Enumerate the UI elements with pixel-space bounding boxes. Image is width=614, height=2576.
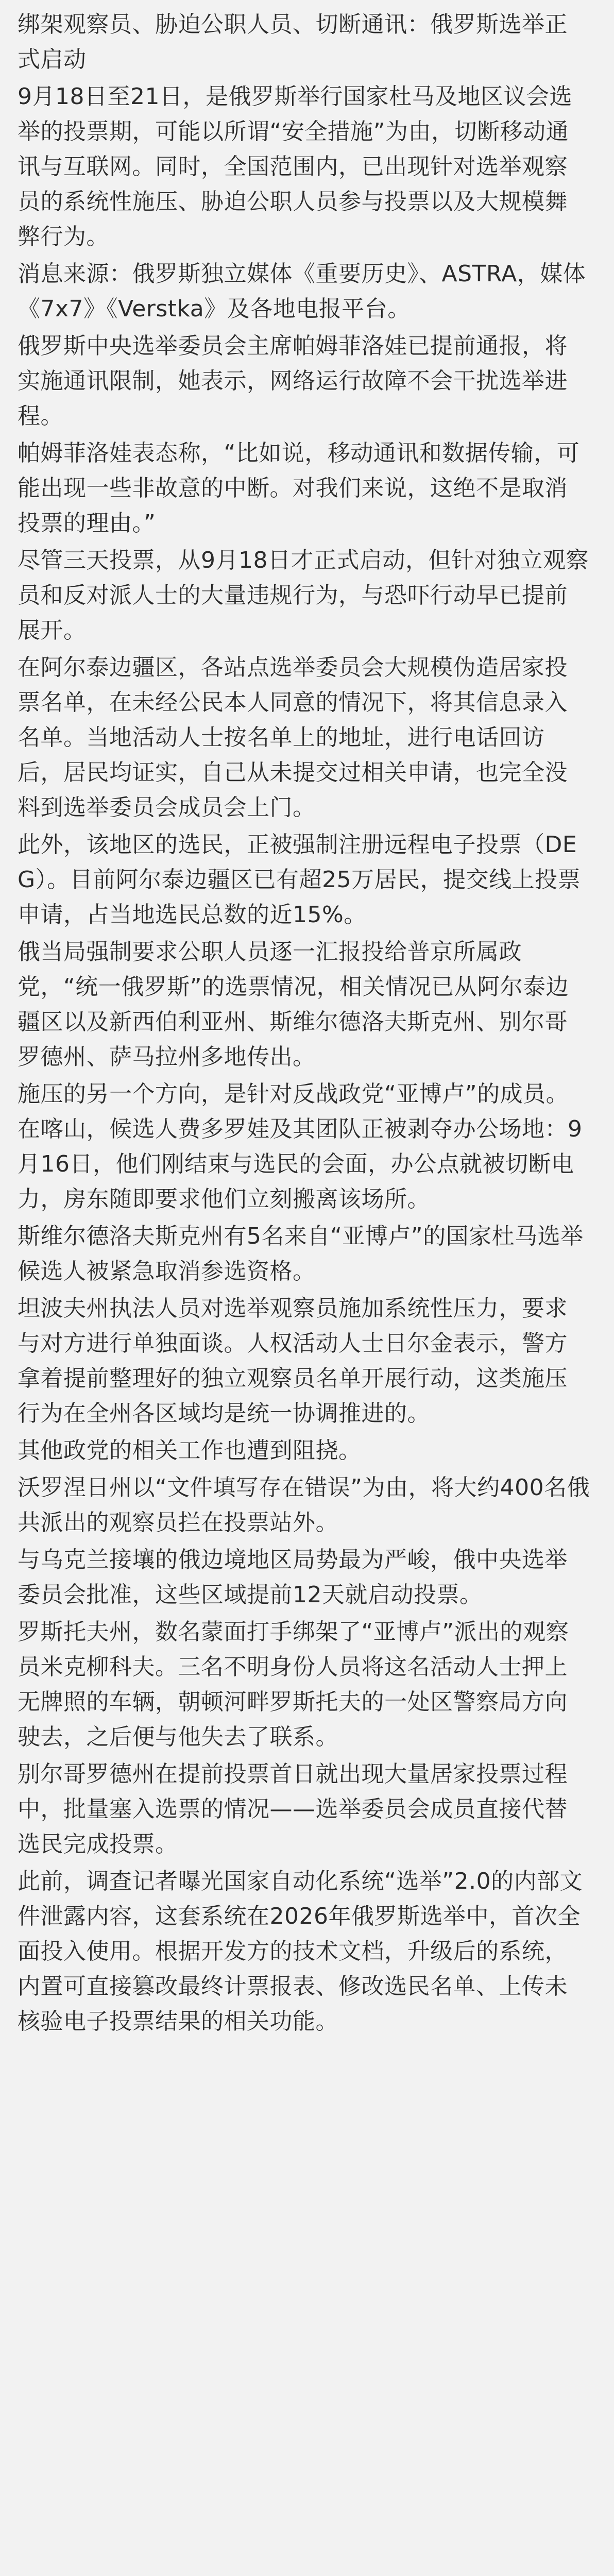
paragraph: 消息来源：俄罗斯独立媒体《重要历史》、ASTRA，媒体《7x7》《Verstka》及各地电报平台。 bbox=[18, 261, 586, 322]
article-title: 绑架观察员、胁迫公职人员、切断通讯：俄罗斯选举正式启动 bbox=[18, 11, 568, 73]
paragraph: 尽管三天投票，从9月18日才正式启动，但针对独立观察员和反对派人士的大量违规行为，与恐吓行动早已提前展开。 bbox=[18, 547, 589, 643]
paragraph: 俄当局强制要求公职人员逐一汇报投给普京所属政党，“统一俄罗斯”的选票情况，相关情况已从阿尔泰边疆区以及新西伯利亚州、斯维尔德洛夫斯克州、别尔哥罗德州、萨马拉州多地传出。 bbox=[18, 939, 569, 1070]
paragraph: 罗斯托夫州，数名蒙面打手绑架了“亚博卢”派出的观察员米克柳科夫。三名不明身份人员将这名活动人士押上无牌照的车辆，朝顿河畔罗斯托夫的一处区警察局方向驶去，之后便与他失去了联系。 bbox=[18, 1619, 569, 1750]
paragraph: 与乌克兰接壤的俄边境地区局势最为严峻，俄中央选举委员会批准，这些区域提前12天就启动投票。 bbox=[18, 1547, 568, 1608]
paragraph: 俄罗斯中央选举委员会主席帕姆菲洛娃已提前通报，将实施通讯限制，她表示，网络运行故障不会干扰选举进程。 bbox=[18, 333, 568, 429]
paragraph: 别尔哥罗德州在提前投票首日就出现大量居家投票过程中，批量塞入选票的情况——选举委员会成员直接代替选民完成投票。 bbox=[18, 1761, 568, 1857]
paragraph: 施压的另一个方向，是针对反战政党“亚博卢”的成员。在喀山，候选人费多罗娃及其团队正被剥夺办公场地：9月16日，他们刚结束与选民的会面，办公点就被切断电力，房东随即要求他们立刻搬离该场所。 bbox=[18, 1081, 583, 1212]
paragraph: 坦波夫州执法人员对选举观察员施加系统性压力，要求与对方进行单独面谈。人权活动人士日尔金表示，警方拿着提前整理好的独立观察员名单开展行动，这类施压行为在全州各区域均是统一协调推进的。 bbox=[18, 1295, 568, 1427]
paragraph: 其他政党的相关工作也遭到阻挠。 bbox=[18, 1437, 362, 1464]
paragraph: 此前，调查记者曝光国家自动化系统“选举”2.0的内部文件泄露内容，这套系统在2026年俄罗斯选举中，首次全面投入使用。根据开发方的技术文档，升级后的系统，内置可直接篡改最终计票报表、修改选民名单、上传未核验电子投票结果的相关功能。 bbox=[18, 1868, 583, 2035]
paragraph: 沃罗涅日州以“文件填写存在错误”为由，将大约400名俄共派出的观察员拦在投票站外。 bbox=[18, 1475, 590, 1536]
paragraph: 在阿尔泰边疆区，各站点选举委员会大规模伪造居家投票名单，在未经公民本人同意的情况下，将其信息录入名单。当地活动人士按名单上的地址，进行电话回访后，居民均证实，自己从未提交过相关申请，也完全没料到选举委员会成员会上门。 bbox=[18, 654, 568, 821]
paragraph: 9月18日至21日，是俄罗斯举行国家杜马及地区议会选举的投票期，可能以所谓“安全措施”为由，切断移动通讯与互联网。同时，全国范围内，已出现针对选举观察员的系统性施压、胁迫公职人员参与投票以及大规模舞弊行为。 bbox=[18, 83, 572, 250]
paragraph: 帕姆菲洛娃表态称，“比如说，移动通讯和数据传输，可能出现一些非故意的中断。对我们来说，这绝不是取消投票的理由。” bbox=[18, 440, 580, 536]
paragraph: 此外，该地区的选民，正被强制注册远程电子投票（DEG）。目前阿尔泰边疆区已有超25万居民，提交线上投票申请，占当地选民总数的近15%。 bbox=[18, 832, 581, 928]
paragraph: 斯维尔德洛夫斯克州有5名来自“亚博卢”的国家杜马选举候选人被紧急取消参选资格。 bbox=[18, 1223, 584, 1284]
